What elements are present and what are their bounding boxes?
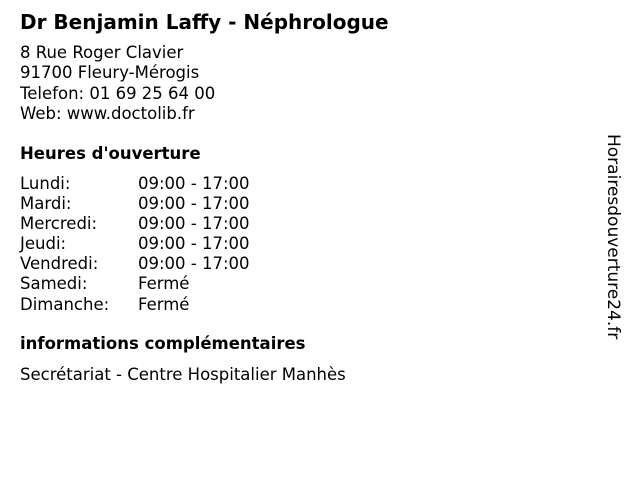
page-title: Dr Benjamin Laffy - Néphrologue [20,10,389,34]
hours-day: Mercredi: [20,214,98,234]
hours-day: Samedi: [20,274,88,294]
hours-time: 09:00 - 17:00 [138,214,250,234]
hours-day: Lundi: [20,174,71,193]
hours-day: Mardi: [20,194,72,214]
address-city: 91700 Fleury-Mérogis [20,63,200,83]
hours-day: Jeudi: [20,234,67,254]
hours-time: 09:00 - 17:00 [138,194,250,214]
address-block [20,43,215,124]
hours-time: Fermé [138,274,190,294]
hours-time: 09:00 - 17:00 [138,234,250,254]
address-phone: Telefon: 01 69 25 64 00 [20,83,216,103]
hours-day: Dimanche: [20,294,110,314]
hours-time: 09:00 - 17:00 [138,174,250,193]
additional-info-text: Secrétariat - Centre Hospitalier Manhès [20,365,346,384]
hours-time: 09:00 - 17:00 [138,254,250,274]
address-street: 8 Rue Roger Clavier [20,43,184,62]
address-web: Web: www.doctolib.fr [20,103,195,123]
hours-time: Fermé [138,294,190,314]
opening-hours-heading: Heures d'ouverture [20,144,201,163]
site-watermark: Horairesdouverture24.fr [603,134,623,340]
hours-day: Vendredi: [20,254,99,274]
additional-info-heading: informations complémentaires [20,334,306,353]
